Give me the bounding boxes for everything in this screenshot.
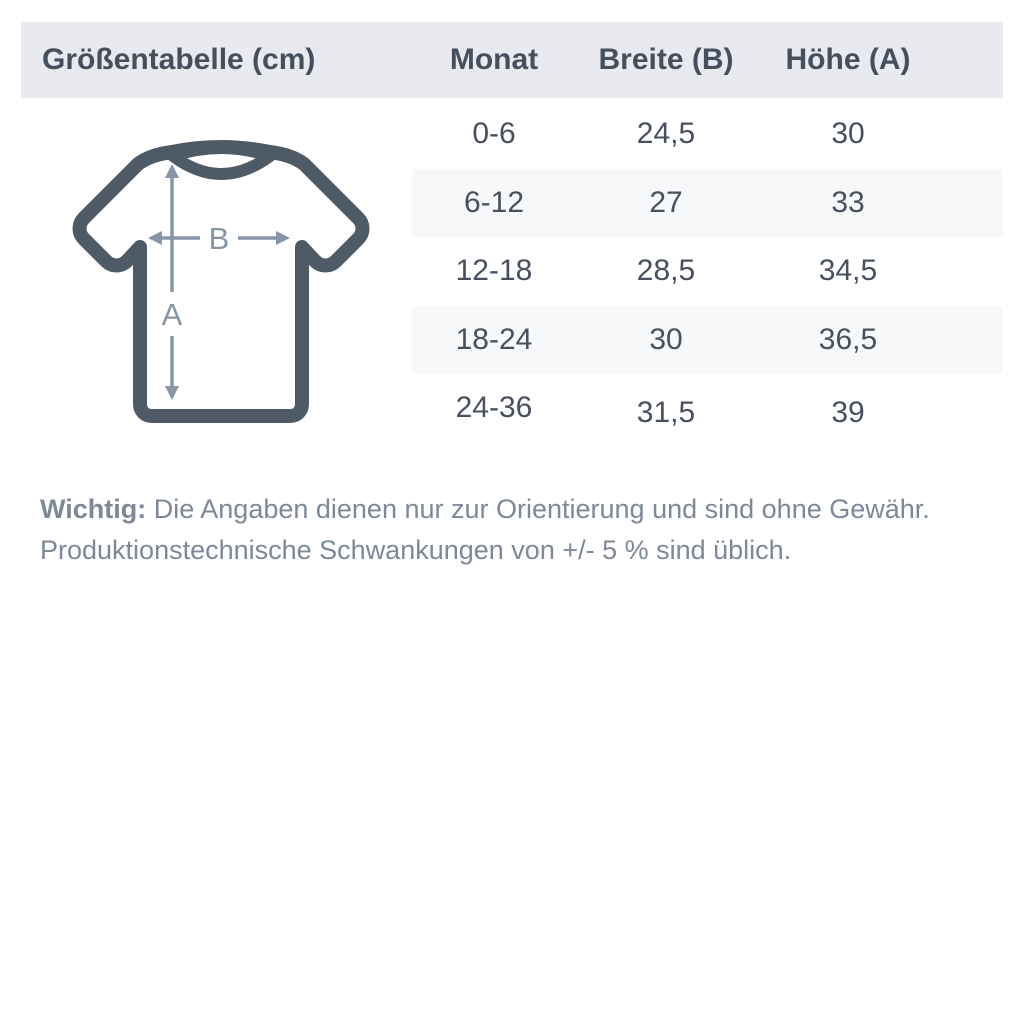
disclaimer-note: [40, 489, 1000, 571]
cell-breite: 31,5: [636, 396, 696, 430]
cell-monat: 18-24: [455, 322, 533, 356]
note-label: Wichtig:: [40, 494, 147, 524]
cell-breite: 30: [649, 322, 683, 356]
tshirt-outline: [80, 147, 363, 416]
width-label: B: [208, 221, 230, 256]
table-header: [21, 22, 1003, 98]
column-header-hoehe: Höhe (A): [785, 43, 911, 76]
cell-breite: 27: [649, 185, 683, 219]
table-row: [412, 237, 1003, 306]
height-label: A: [161, 297, 183, 332]
cell-breite: 28,5: [636, 254, 696, 288]
column-header-breite: Breite (B): [598, 43, 734, 76]
cell-breite: 24,5: [636, 117, 696, 151]
cell-monat: 24-36: [455, 391, 533, 425]
cell-hoehe: 39: [831, 396, 865, 430]
cell-hoehe: 36,5: [818, 322, 878, 356]
page-title: Größentabelle (cm): [42, 43, 316, 76]
table-row: [412, 100, 1003, 169]
cell-hoehe: 34,5: [818, 254, 878, 288]
tshirt-neckline: [173, 148, 270, 174]
note-line2: Produktionstechnische Schwankungen von +/- 5 % sind üblich.: [40, 535, 792, 565]
cell-monat: 12-18: [455, 254, 533, 288]
cell-hoehe: 33: [831, 185, 865, 219]
tshirt-measurement-diagram: [68, 130, 378, 430]
note-line1: Die Angaben dienen nur zur Orientierung und sind ohne Gewähr.: [153, 494, 930, 524]
table-row: [412, 374, 1003, 443]
cell-monat: 6-12: [463, 185, 525, 219]
table-row: [412, 169, 1003, 238]
table-row: [412, 306, 1003, 375]
cell-hoehe: 30: [831, 117, 865, 151]
cell-monat: 0-6: [472, 117, 516, 151]
column-header-monat: Monat: [449, 43, 539, 76]
